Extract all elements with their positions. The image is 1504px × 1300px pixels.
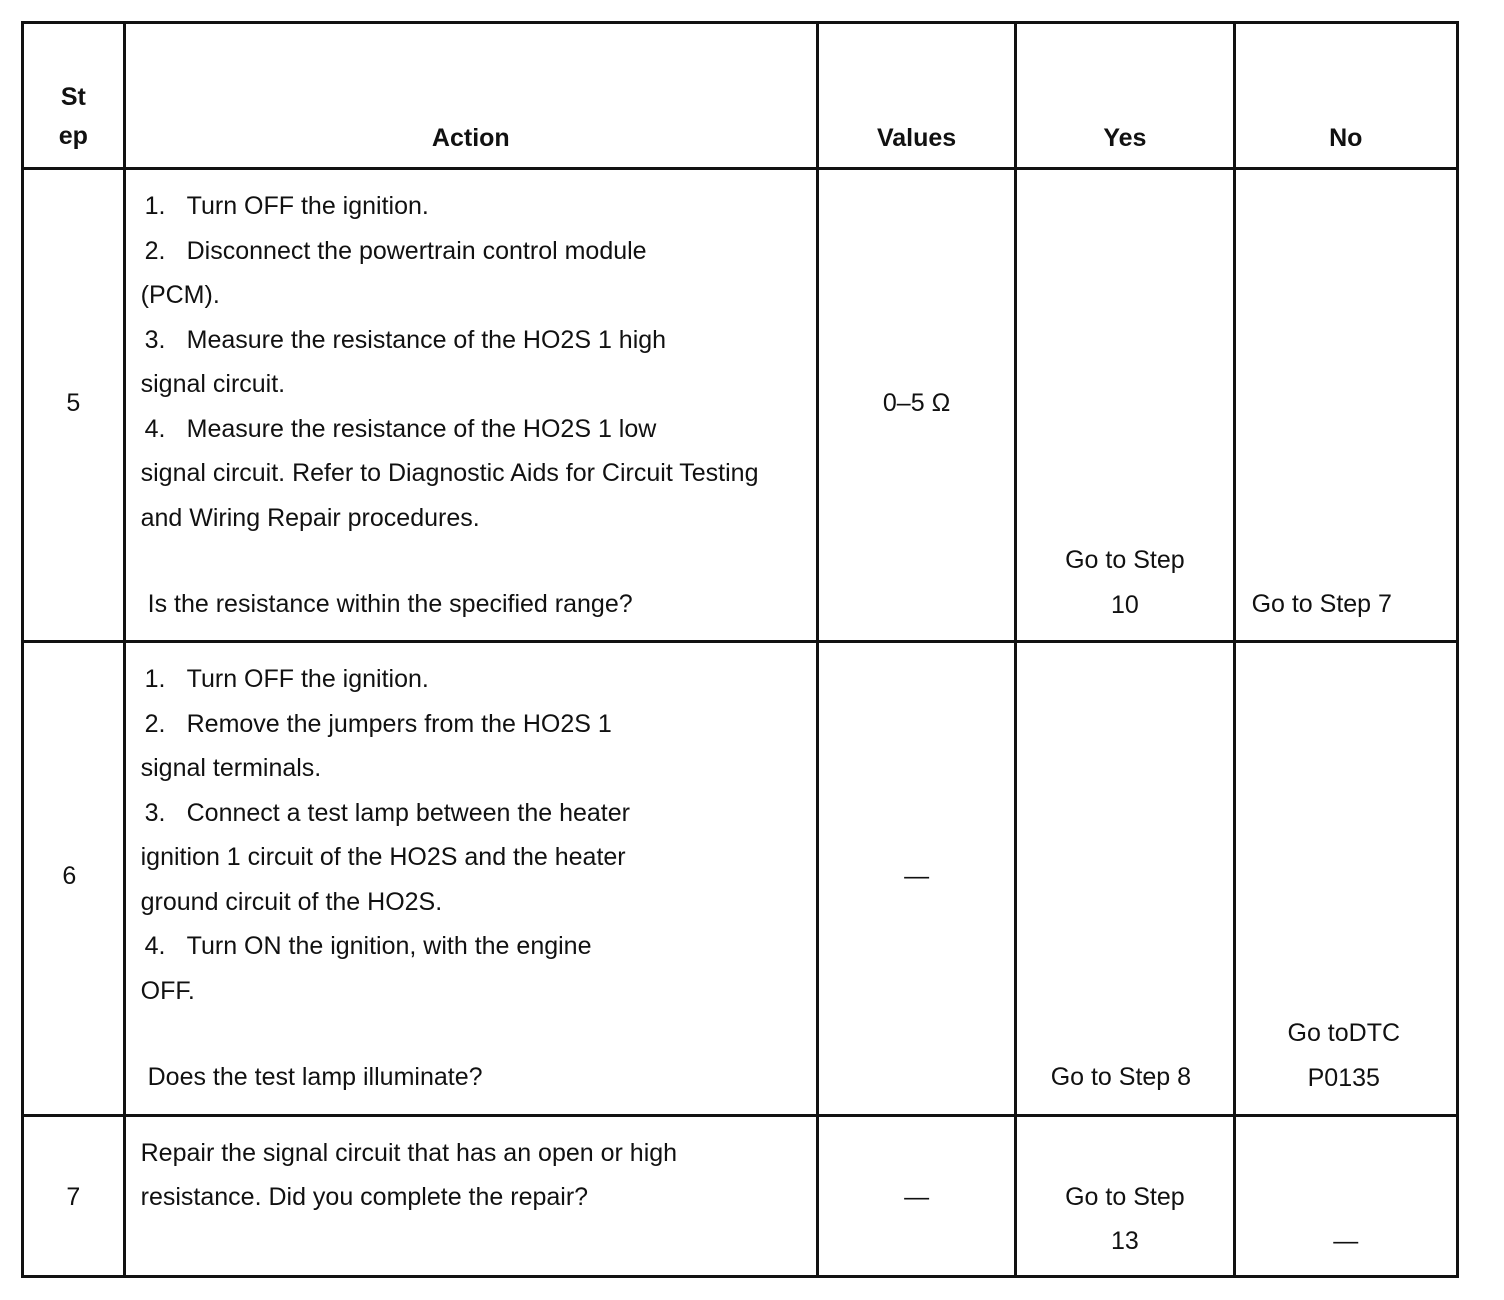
step-cell	[23, 642, 125, 1115]
action-text	[141, 1131, 677, 1220]
action-cell	[124, 1115, 817, 1276]
values-text: —	[904, 1182, 930, 1211]
action-text: Remove the jumpers from the HO2S 1	[186, 709, 612, 738]
action-line: resistance. Did you complete the repair?	[140, 1183, 589, 1212]
no-cell	[1234, 169, 1457, 642]
step-cell	[23, 169, 125, 642]
diagnostic-table	[21, 21, 1459, 1278]
action-text-continued: signal circuit.	[140, 370, 286, 399]
table-row	[23, 642, 1458, 1115]
item-number: 1.	[144, 665, 166, 694]
values-text: —	[904, 862, 930, 891]
action-item-2	[141, 229, 759, 274]
yes-line: 13	[1110, 1227, 1139, 1256]
step-number: 7	[66, 1182, 81, 1211]
item-number: 4.	[144, 414, 166, 443]
action-question: Is the resistance within the specified range?	[147, 590, 633, 619]
header-no-label: No	[1329, 124, 1363, 152]
header-action	[124, 23, 817, 169]
action-text-continued: and Wiring Repair procedures.	[140, 503, 480, 532]
item-number: 3.	[144, 325, 166, 354]
table-row	[23, 169, 1458, 642]
action-item-1	[141, 657, 630, 702]
action-text: Measure the resistance of the HO2S 1 high	[186, 325, 667, 354]
action-item-2	[141, 702, 630, 747]
action-item-1	[141, 184, 759, 229]
step-number: 5	[66, 389, 81, 418]
yes-cell	[1016, 642, 1234, 1115]
action-text-continued: OFF.	[140, 976, 195, 1005]
action-text: Turn OFF the ignition.	[186, 192, 429, 221]
action-item-3	[141, 791, 630, 836]
values-cell	[817, 642, 1015, 1115]
item-number: 3.	[144, 798, 166, 827]
action-text-continued: (PCM).	[140, 281, 220, 310]
yes-text: Go to Step 8	[1050, 1063, 1192, 1092]
action-text-continued: ignition 1 circuit of the HO2S and the heater	[140, 843, 626, 872]
action-item-4	[141, 924, 630, 969]
yes-cell	[1016, 1115, 1234, 1276]
action-text-continued: signal circuit. Refer to Diagnostic Aids for Circuit Testing	[140, 459, 759, 488]
no-text	[1236, 1011, 1452, 1100]
action-line: Repair the signal circuit that has an open or high	[140, 1138, 678, 1167]
header-values	[817, 23, 1015, 169]
action-list	[141, 184, 759, 540]
action-text: Connect a test lamp between the heater	[186, 798, 630, 827]
no-line: P0135	[1307, 1063, 1380, 1092]
action-question: Does the test lamp illuminate?	[147, 1063, 483, 1092]
yes-line: Go to Step	[1065, 1182, 1185, 1211]
action-cell	[124, 642, 817, 1115]
table-row	[23, 1115, 1458, 1276]
no-line: Go toDTC	[1287, 1019, 1401, 1048]
no-text: Go to Step 7	[1251, 590, 1392, 619]
header-yes-label: Yes	[1103, 124, 1147, 152]
yes-cell	[1016, 169, 1234, 642]
no-text: —	[1333, 1226, 1359, 1255]
no-cell	[1234, 1115, 1457, 1276]
yes-line: 10	[1110, 590, 1139, 619]
values-cell	[817, 1115, 1015, 1276]
header-step-line1: St	[60, 83, 86, 111]
yes-text	[1017, 1175, 1232, 1264]
action-text: Measure the resistance of the HO2S 1 low	[186, 414, 657, 443]
header-step	[23, 23, 125, 169]
action-text: Turn OFF the ignition.	[186, 665, 429, 694]
header-row	[23, 23, 1458, 169]
header-yes	[1016, 23, 1234, 169]
action-text: Disconnect the powertrain control module	[186, 236, 647, 265]
action-text-continued: ground circuit of the HO2S.	[140, 887, 443, 916]
yes-text	[1017, 538, 1232, 627]
header-no	[1234, 23, 1457, 169]
step-number: 6	[62, 862, 77, 891]
values-text: 0–5 Ω	[882, 389, 951, 418]
header-step-line2: ep	[58, 122, 88, 150]
header-values-label: Values	[876, 124, 957, 152]
action-text: Turn ON the ignition, with the engine	[186, 932, 592, 961]
yes-line: Go to Step	[1065, 546, 1185, 575]
action-item-3	[141, 318, 759, 363]
action-list	[141, 657, 630, 1013]
action-text-continued: signal terminals.	[140, 754, 322, 783]
values-cell	[817, 169, 1015, 642]
item-number: 4.	[144, 932, 166, 961]
no-cell	[1234, 642, 1457, 1115]
item-number: 2.	[144, 236, 166, 265]
item-number: 1.	[144, 192, 166, 221]
action-item-4	[141, 407, 759, 452]
item-number: 2.	[144, 709, 166, 738]
header-action-label: Action	[431, 124, 510, 152]
step-cell	[23, 1115, 125, 1276]
action-cell	[124, 169, 817, 642]
